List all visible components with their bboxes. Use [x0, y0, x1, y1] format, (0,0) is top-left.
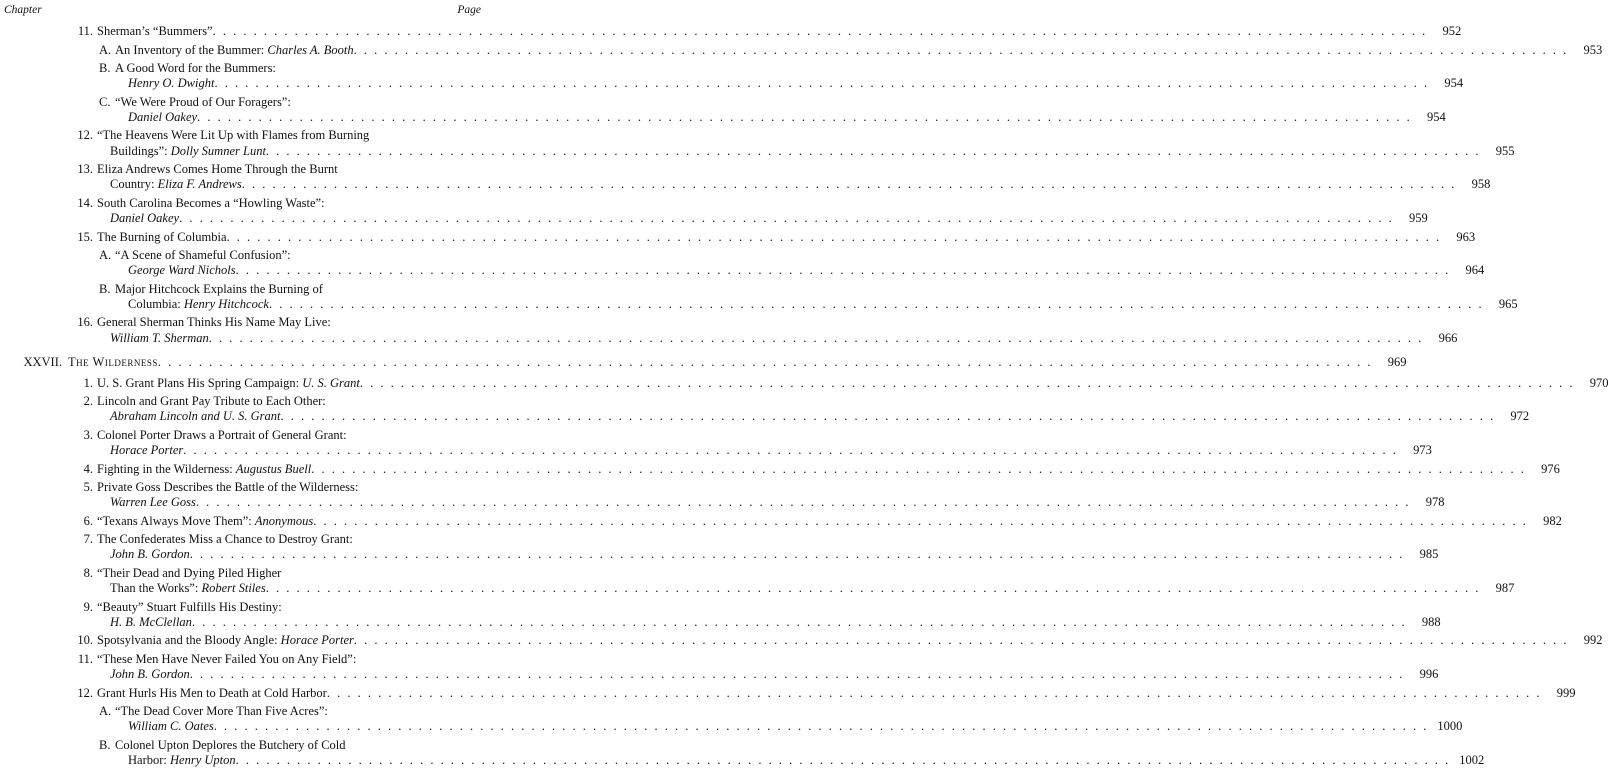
entry-title-text: South Carolina Becomes a “Howling Waste”:	[97, 195, 325, 210]
entry-number: 16.	[77, 315, 93, 330]
page-number: 988	[1421, 614, 1441, 629]
entry-title	[110, 176, 242, 193]
entry-author: Daniel Oakey	[128, 109, 198, 124]
entry-title	[110, 210, 179, 227]
page-number: 964	[1465, 263, 1485, 278]
entry-title	[110, 330, 209, 347]
entry-title-text: “Beauty” Stuart Fulfills His Destiny:	[97, 599, 282, 614]
dot-leader	[214, 718, 1429, 735]
toc-entry-line	[110, 580, 1515, 597]
entry-author: John B. Gordon	[110, 547, 190, 562]
entry-title	[110, 494, 196, 511]
entry-title-text: “The Heavens Were Lit Up with Flames from Burning	[97, 128, 370, 143]
toc-entry-line	[110, 494, 1445, 511]
dot-leader	[242, 176, 1457, 193]
entry-title-text: Sherman’s “Bummers”	[97, 24, 213, 38]
dot-leader	[196, 494, 1411, 511]
dot-leader	[269, 296, 1484, 313]
dot-leader	[266, 143, 1481, 160]
toc-entry-line	[110, 666, 1439, 683]
page-number: 969	[1387, 355, 1407, 370]
entry-author: Robert Stiles	[201, 581, 266, 596]
toc-entry-line	[110, 176, 1491, 193]
entry-title-text: The Burning of Columbia	[97, 229, 227, 244]
toc-entry-line	[99, 42, 1603, 59]
dot-leader	[197, 109, 1412, 126]
entry-number: 15.	[77, 229, 93, 244]
page-number: 999	[1556, 685, 1576, 700]
entry-title-text: Grant Hurls His Men to Death at Cold Harbor	[97, 685, 327, 700]
dot-leader	[192, 614, 1407, 631]
entry-sub-label: A.	[99, 704, 112, 718]
entry-title-text: “Texans Always Move Them”:	[97, 513, 255, 528]
dot-leader	[313, 513, 1528, 530]
entry-title-text: Colonel Porter Draws a Portrait of General Grant:	[97, 427, 347, 442]
dot-leader	[190, 546, 1405, 563]
entry-sub-label: B.	[99, 61, 111, 75]
entry-title-text: Than the Works”:	[110, 581, 202, 596]
toc-entry-line	[110, 143, 1515, 160]
page-number: 954	[1444, 76, 1464, 91]
toc-entry-line	[77, 685, 1576, 702]
dot-leader	[227, 229, 1442, 246]
toc-entry-line	[77, 23, 1462, 40]
dot-leader	[183, 442, 1398, 459]
dot-leader	[214, 75, 1429, 92]
entry-title-text: Fighting in the Wilderness:	[97, 461, 236, 476]
page-number: 954	[1426, 109, 1446, 124]
entry-number: 10.	[77, 633, 93, 648]
entry-title	[110, 546, 190, 563]
chapter-column-header: Chapter	[4, 4, 42, 16]
toc-entry-line	[110, 546, 1439, 563]
entry-number: 13.	[77, 162, 93, 177]
toc-entry-line	[77, 632, 1603, 649]
entry-title-text: Buildings”:	[110, 143, 171, 158]
entry-author: Henry Upton	[170, 752, 236, 767]
entry-author: Eliza F. Andrews	[157, 177, 242, 192]
toc-entry-line	[83, 461, 1560, 478]
entry-author: Daniel Oakey	[110, 211, 180, 225]
entry-title	[97, 375, 360, 392]
entry-author: Augustus Buell	[235, 461, 312, 476]
toc-entry-line	[128, 75, 1464, 92]
entry-title-text: Major Hitchcock Explains the Burning of	[115, 281, 323, 296]
page-number: 952	[1442, 24, 1462, 38]
entry-title-text: Eliza Andrews Comes Home Through the Burnt	[97, 162, 338, 177]
page-number: 966	[1438, 330, 1458, 345]
entry-number: 2.	[83, 394, 93, 409]
dot-leader	[311, 461, 1526, 478]
entry-title	[97, 685, 327, 702]
entry-author: Horace Porter	[110, 443, 184, 457]
dot-leader	[236, 262, 1451, 279]
entry-sub-label: C.	[99, 94, 111, 109]
entry-author: William T. Sherman	[110, 330, 209, 345]
toc-entry-line	[128, 296, 1518, 313]
entry-title	[128, 296, 269, 313]
entry-author: Henry O. Dwight	[128, 76, 215, 91]
toc-entry-line	[110, 408, 1530, 425]
entry-number: XXVII.	[23, 355, 62, 370]
entry-title	[110, 580, 266, 597]
entry-sub-label: A.	[99, 248, 112, 262]
dot-leader	[354, 42, 1569, 59]
page-number: 982	[1543, 513, 1562, 528]
entry-number: 12.	[77, 128, 93, 143]
dot-leader	[209, 330, 1424, 347]
entry-sub-label: B.	[99, 737, 111, 752]
page-number: 965	[1498, 296, 1518, 311]
page-number: 976	[1541, 461, 1560, 476]
entry-title-text: “Their Dead and Dying Piled Higher	[97, 565, 282, 580]
entry-author: Charles A. Booth	[267, 42, 354, 57]
entry-title-text: Private Goss Describes the Battle of the Wilderness:	[97, 480, 359, 494]
entry-number: 11.	[77, 24, 93, 38]
dot-leader	[360, 375, 1575, 392]
entry-title-text: “A Scene of Shameful Confusion”:	[115, 248, 291, 262]
entry-author: H. B. McClellan	[110, 614, 192, 629]
page-number: 973	[1413, 443, 1432, 457]
entry-title-text: Columbia:	[128, 296, 184, 311]
toc-entry-line	[128, 718, 1463, 735]
entry-author: Dolly Sumner Lunt	[170, 143, 266, 158]
entry-number: 11.	[77, 651, 93, 666]
page-number: 959	[1408, 211, 1428, 225]
page-number: 985	[1419, 547, 1439, 562]
page-number: 972	[1510, 409, 1530, 424]
dot-leader	[213, 23, 1428, 40]
page-number: 963	[1456, 229, 1476, 244]
entry-number: 9.	[83, 599, 93, 614]
entry-author: Abraham Lincoln and U. S. Grant	[110, 409, 281, 424]
dot-leader	[190, 666, 1405, 683]
entry-number: 5.	[83, 480, 93, 494]
entry-title	[97, 461, 311, 478]
entry-number: 14.	[77, 195, 93, 210]
entry-author: Horace Porter	[280, 633, 354, 648]
page-number: 955	[1495, 143, 1515, 158]
entry-number: 4.	[83, 461, 93, 476]
entry-title-text: Colonel Upton Deplores the Butchery of Cold	[115, 737, 346, 752]
toc-entry-line	[77, 229, 1476, 246]
entry-title	[128, 262, 236, 279]
dot-leader	[236, 752, 1451, 769]
entry-title	[128, 718, 214, 735]
entry-sub-label: B.	[99, 281, 111, 296]
entry-number: 12.	[77, 685, 93, 700]
toc-entry-line	[110, 330, 1458, 347]
entry-author: George Ward Nichols	[128, 263, 236, 278]
entry-sub-label: A.	[99, 42, 112, 57]
toc-entry-line	[110, 442, 1432, 459]
entry-title-text: “We Were Proud of Our Foragers”:	[115, 94, 291, 109]
dot-leader	[354, 632, 1569, 649]
entry-number: 1.	[83, 375, 93, 390]
toc-entry-line	[110, 614, 1441, 631]
entry-author: John B. Gordon	[110, 667, 190, 681]
entry-title-text: U. S. Grant Plans His Spring Campaign:	[97, 375, 303, 390]
toc-entry-line	[23, 354, 1407, 371]
entry-title-text: Harbor:	[128, 752, 170, 767]
entry-title-text: The Wilderness	[68, 355, 158, 370]
entry-title-text: The Confederates Miss a Chance to Destroy Grant:	[97, 532, 353, 547]
dot-leader	[179, 210, 1394, 227]
dot-leader	[266, 580, 1481, 597]
entry-title-text: “These Men Have Never Failed You on Any Field”:	[97, 651, 357, 666]
entry-title	[97, 229, 227, 246]
entry-author: Henry Hitchcock	[183, 296, 269, 311]
entry-title-text: An Inventory of the Bummer:	[115, 42, 268, 57]
entry-author: Warren Lee Goss	[110, 495, 196, 510]
entry-title	[97, 23, 213, 40]
entry-title-text: Spotsylvania and the Bloody Angle:	[97, 633, 281, 648]
entry-title	[110, 442, 183, 459]
entry-number: 6.	[83, 513, 93, 528]
page-number: 970	[1589, 375, 1609, 390]
entry-author: Anonymous	[254, 513, 314, 528]
page-number: 987	[1495, 581, 1515, 596]
page-number: 1002	[1459, 752, 1485, 767]
dot-leader	[327, 685, 1542, 702]
entry-title	[115, 42, 354, 59]
entry-number: 8.	[83, 565, 93, 580]
section-title	[68, 354, 158, 371]
entry-title-text: General Sherman Thinks His Name May Live:	[97, 315, 331, 330]
toc-entry-line	[83, 513, 1562, 530]
toc-entry-line	[110, 210, 1428, 227]
entry-title-text: A Good Word for the Bummers:	[115, 61, 276, 75]
entry-title	[110, 143, 266, 160]
entry-title	[110, 666, 190, 683]
page-number: 992	[1583, 633, 1603, 648]
toc-entry-line	[128, 109, 1446, 126]
entry-number: 3.	[83, 427, 93, 442]
entry-author: William C. Oates	[128, 719, 214, 734]
page-number: 996	[1419, 667, 1439, 681]
entry-title-text: Country:	[110, 177, 158, 192]
entry-number: 7.	[83, 532, 93, 547]
entry-title	[128, 75, 214, 92]
page-number: 958	[1471, 177, 1491, 192]
toc-entry-line	[83, 375, 1609, 392]
toc-entry-line	[128, 262, 1485, 279]
entry-title	[110, 614, 192, 631]
entry-author: U. S. Grant	[302, 375, 360, 390]
entry-title	[97, 632, 354, 649]
page-number: 978	[1425, 495, 1445, 510]
dot-leader	[158, 354, 1373, 371]
page-number: 1000	[1437, 719, 1463, 734]
dot-leader	[281, 408, 1496, 425]
entry-title	[97, 513, 313, 530]
entry-title	[128, 752, 236, 769]
toc-entry-line	[128, 752, 1485, 769]
entry-title	[110, 408, 281, 425]
entry-title-text: “The Dead Cover More Than Five Acres”:	[115, 704, 328, 718]
entry-title	[128, 109, 197, 126]
page-number: 953	[1583, 42, 1603, 57]
page-column-header: Page	[457, 4, 481, 16]
entry-title-text: Lincoln and Grant Pay Tribute to Each Other:	[97, 394, 326, 409]
